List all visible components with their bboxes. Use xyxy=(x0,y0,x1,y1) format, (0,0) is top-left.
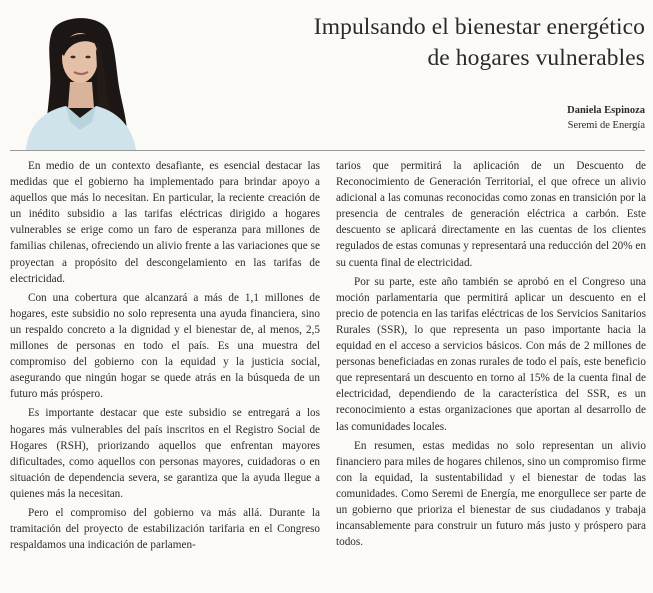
paragraph: tarios que permitirá la aplicación de un Descuento de Reconocimiento de Generación Territorial, el que ofrece un alivio adicional a las comunas reconocidas como zonas en transición por la presencia de centrales de generación eléctrica a carbón. Este descuento se aplicará directamente en las cuentas de los clientes regulados de estas comunas y representará una reducción del 20% en su cuenta final de electricidad. xyxy=(336,160,646,269)
author-block xyxy=(567,103,645,133)
paragraph: En resumen, estas medidas no solo representan un alivio financiero para miles de hogares chilenos, sino un compromiso firme con la equidad, la sustentabilidad y el bienestar de todas las comunidades. Como Seremi de Energía, me enorgullece ser parte de un gobierno que prioriza el bienestar de sus ciudadanos y trabaja incansablemente para construir un futuro más justo y próspero para todos. xyxy=(336,439,646,549)
paragraph: Pero el compromiso del gobierno va más allá. Durante la tramitación del proyecto de estabilización tarifaria en el Congreso respaldamos una indicación de parlamen- xyxy=(10,506,320,552)
author-portrait-illustration xyxy=(12,12,152,150)
article-title xyxy=(245,12,645,74)
body-column-left xyxy=(10,158,320,553)
title-line-1: Impulsando el bienestar energético xyxy=(313,14,645,40)
author-role: Seremi de Energía xyxy=(567,120,645,131)
title-line-2: de hogares vulnerables xyxy=(427,45,645,71)
author-name: Daniela Espinoza xyxy=(567,105,645,116)
author-photo xyxy=(12,12,152,150)
header-divider xyxy=(10,150,645,151)
paragraph: Con una cobertura que alcanzará a más de 1,1 millones de hogares, este subsidio no solo representa una ayuda financiera, sino un respaldo concreto a la dignidad y el bienestar de, al menos, 2,5 millones de personas en todo el país. Es una muestra del compromiso del gobierno con la equidad y la justicia social, asegurando que ningún hogar se quede atrás en la búsqueda de un futuro más próspero. xyxy=(10,291,320,401)
body-column-right xyxy=(336,158,646,550)
paragraph: Es importante destacar que este subsidio se entregará a los hogares más vulnerables del país inscritos en el Registro Social de Hogares (RSH), priorizando aquellos que enfrentan mayores dificultades, como aquellos con personas mayores, cuidadoras o en situación de dependencia severa, se garantiza que la ayuda llegue a quienes más la necesitan. xyxy=(10,407,320,500)
paragraph: Por su parte, este año también se aprobó en el Congreso una moción parlamentaria que permitirá aplicar un descuento en el precio de potencia en las tarifas eléctricas de los Servicios Sanitarios Rurales (SSR), lo que representa un paso importante hacia la equidad en el acceso a servicios básicos. Con más de 2 millones de personas beneficiadas en zonas rurales de todo el país, este beneficio que representará un descuento en torno al 15% de la cuenta final de electricidad, dependiendo de la característica del SSR, es un reconocimiento a estas organizaciones que aportan al desarrollo de las comunidades locales. xyxy=(336,275,646,433)
paragraph: En medio de un contexto desafiante, es esencial destacar las medidas que el gobierno ha implementado para brindar apoyo a aquellos que más lo necesitan. En particular, la reciente creación de un inédito subsidio a las tarifas eléctricas dirigido a hogares vulnerables se erige como un faro de esperanza para millones de familias chilenas, ofreciendo un alivio frente a las variaciones que se proyectan a propósito del descongelamiento en las tarifas de electricidad. xyxy=(10,160,320,285)
